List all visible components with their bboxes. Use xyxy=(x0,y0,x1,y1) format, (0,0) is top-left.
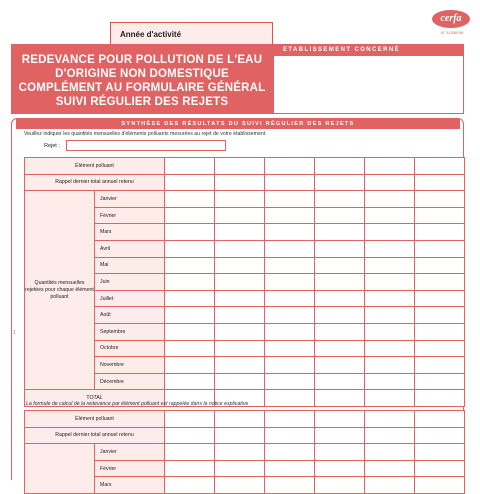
month-label: Mai xyxy=(95,257,165,274)
quantity-cell[interactable] xyxy=(265,357,315,374)
form-title-banner xyxy=(11,44,273,114)
quantity-cell[interactable] xyxy=(265,460,315,477)
element-polluant-label: Élément polluant xyxy=(25,158,165,175)
month-label: Avril xyxy=(95,240,165,257)
quantity-cell[interactable] xyxy=(365,257,415,274)
quantity-cell[interactable] xyxy=(215,240,265,257)
quantity-cell[interactable] xyxy=(415,174,465,191)
quantity-cell[interactable] xyxy=(215,290,265,307)
quantity-cell[interactable] xyxy=(265,191,315,208)
quantity-cell[interactable] xyxy=(265,411,315,428)
quantity-cell[interactable] xyxy=(165,257,215,274)
monthly-quantities-table-2 xyxy=(24,410,465,494)
month-label: Septembre xyxy=(95,323,165,340)
quantity-cell[interactable] xyxy=(365,290,415,307)
quantity-cell[interactable] xyxy=(365,323,415,340)
month-label: Février xyxy=(95,207,165,224)
quantity-cell[interactable] xyxy=(215,174,265,191)
quantity-cell[interactable] xyxy=(265,307,315,324)
quantity-cell[interactable] xyxy=(265,290,315,307)
quantity-cell[interactable] xyxy=(215,158,265,175)
quantity-cell[interactable] xyxy=(215,427,265,444)
quantity-cell[interactable] xyxy=(415,240,465,257)
month-label: Juin xyxy=(95,274,165,291)
quantity-cell[interactable] xyxy=(365,427,415,444)
quantity-cell[interactable] xyxy=(365,240,415,257)
quantity-cell[interactable] xyxy=(315,274,365,291)
table-row xyxy=(25,444,465,461)
month-label: Janvier xyxy=(95,444,165,461)
quantity-cell[interactable] xyxy=(165,290,215,307)
quantity-cell[interactable] xyxy=(415,290,465,307)
quantity-cell[interactable] xyxy=(415,411,465,428)
quantity-cell[interactable] xyxy=(315,290,365,307)
quantity-cell[interactable] xyxy=(165,174,215,191)
quantity-cell[interactable] xyxy=(265,390,315,407)
quantity-cell[interactable] xyxy=(265,323,315,340)
quantity-cell[interactable] xyxy=(415,158,465,175)
quantity-cell[interactable] xyxy=(265,340,315,357)
quantity-cell[interactable] xyxy=(215,357,265,374)
quantity-cell[interactable] xyxy=(165,207,215,224)
quantity-cell[interactable] xyxy=(365,340,415,357)
quantity-cell[interactable] xyxy=(415,460,465,477)
quantity-cell[interactable] xyxy=(215,477,265,494)
quantity-cell[interactable] xyxy=(365,207,415,224)
quantity-cell[interactable] xyxy=(315,158,365,175)
quantity-cell[interactable] xyxy=(215,207,265,224)
annual-recall-label: Rappel dernier total annuel retenu xyxy=(25,427,165,444)
rejet-label: Rejet : xyxy=(44,143,60,149)
quantity-cell[interactable] xyxy=(415,340,465,357)
quantity-cell[interactable] xyxy=(265,373,315,390)
quantity-cell[interactable] xyxy=(365,174,415,191)
quantity-cell[interactable] xyxy=(315,357,365,374)
quantity-cell[interactable] xyxy=(165,357,215,374)
quantity-cell[interactable] xyxy=(365,390,415,407)
quantity-cell[interactable] xyxy=(315,477,365,494)
quantity-cell[interactable] xyxy=(215,257,265,274)
quantity-cell[interactable] xyxy=(415,191,465,208)
monthly-quantities-table xyxy=(24,157,465,407)
establishment-header: ETABLISSEMENT CONCERNÉ xyxy=(273,44,464,56)
section-title: SYNTHÈSE DES RÉSULTATS DU SUIVI RÉGULIER DES REJETS xyxy=(16,119,460,129)
quantity-cell[interactable] xyxy=(315,174,365,191)
quantity-cell[interactable] xyxy=(415,477,465,494)
cerfa-logo: cerfa xyxy=(432,10,470,28)
quantity-cell[interactable] xyxy=(165,158,215,175)
table-row xyxy=(25,158,465,175)
quantity-cell[interactable] xyxy=(315,323,365,340)
quantity-cell[interactable] xyxy=(365,224,415,241)
quantity-cell[interactable] xyxy=(215,444,265,461)
quantity-cell[interactable] xyxy=(415,373,465,390)
quantity-cell[interactable] xyxy=(365,158,415,175)
quantity-cell[interactable] xyxy=(415,207,465,224)
quantity-cell[interactable] xyxy=(265,240,315,257)
quantity-cell[interactable] xyxy=(265,274,315,291)
quantity-cell[interactable] xyxy=(265,174,315,191)
month-label: Février xyxy=(95,460,165,477)
quantity-cell[interactable] xyxy=(215,274,265,291)
quantity-cell[interactable] xyxy=(415,274,465,291)
quantity-cell[interactable] xyxy=(365,411,415,428)
quantity-cell[interactable] xyxy=(165,274,215,291)
quantities-label: Quantités mensuelles rejetées pour chaque élément polluant xyxy=(25,191,95,390)
table-row xyxy=(25,427,465,444)
quantity-cell[interactable] xyxy=(415,427,465,444)
title-line: SUIVI RÉGULIER DES REJETS xyxy=(55,96,229,108)
quantity-cell[interactable] xyxy=(315,257,365,274)
quantity-cell[interactable] xyxy=(415,444,465,461)
title-line: D'ORIGINE NON DOMESTIQUE xyxy=(55,68,229,80)
quantity-cell[interactable] xyxy=(315,340,365,357)
quantity-cell[interactable] xyxy=(415,390,465,407)
quantity-cell[interactable] xyxy=(165,240,215,257)
annual-recall-label: Rappel dernier total annuel retenu xyxy=(25,174,165,191)
month-label: Mars xyxy=(95,477,165,494)
quantity-cell[interactable] xyxy=(415,307,465,324)
quantity-cell[interactable] xyxy=(315,240,365,257)
quantity-cell[interactable] xyxy=(315,444,365,461)
quantity-cell[interactable] xyxy=(265,444,315,461)
quantity-cell[interactable] xyxy=(165,323,215,340)
quantity-cell[interactable] xyxy=(365,477,415,494)
quantity-cell[interactable] xyxy=(165,477,215,494)
title-line: COMPLÉMENT AU FORMULAIRE GÉNÉRAL xyxy=(18,82,266,94)
quantity-cell[interactable] xyxy=(165,427,215,444)
month-label: Novembre xyxy=(95,357,165,374)
quantity-cell[interactable] xyxy=(215,373,265,390)
quantity-cell[interactable] xyxy=(365,373,415,390)
instruction-text: Veuillez indiquer les quantités mensuelles d'éléments polluants mesurées au rejet de votre établissement. xyxy=(24,131,267,137)
quantity-cell[interactable] xyxy=(165,224,215,241)
quantity-cell[interactable] xyxy=(265,427,315,444)
quantity-cell[interactable] xyxy=(415,357,465,374)
quantity-cell[interactable] xyxy=(265,477,315,494)
quantity-cell[interactable] xyxy=(265,207,315,224)
quantity-cell[interactable] xyxy=(365,191,415,208)
table-row xyxy=(25,411,465,428)
month-label: Décembre xyxy=(95,373,165,390)
quantity-cell[interactable] xyxy=(215,224,265,241)
section-number: 1 xyxy=(13,330,16,336)
quantity-cell[interactable] xyxy=(165,307,215,324)
quantity-cell[interactable] xyxy=(365,274,415,291)
quantity-cell[interactable] xyxy=(215,323,265,340)
month-label: Octobre xyxy=(95,340,165,357)
quantity-cell[interactable] xyxy=(415,224,465,241)
quantity-cell[interactable] xyxy=(165,373,215,390)
cerfa-number: N° 11336*08 xyxy=(440,30,464,35)
quantity-cell[interactable] xyxy=(215,191,265,208)
quantity-cell[interactable] xyxy=(365,307,415,324)
calculation-note: La formule de calcul de la redevance par élément polluant est rappelée dans la notice explicative xyxy=(26,401,249,407)
rejet-input[interactable] xyxy=(66,140,226,151)
quantity-cell[interactable] xyxy=(315,224,365,241)
month-label: Mars xyxy=(95,224,165,241)
quantity-cell[interactable] xyxy=(215,307,265,324)
table-row xyxy=(25,174,465,191)
quantities-label xyxy=(25,444,95,494)
table-row xyxy=(25,191,465,208)
quantity-cell[interactable] xyxy=(215,340,265,357)
quantity-cell[interactable] xyxy=(165,191,215,208)
year-of-activity-label: Année d'activité xyxy=(120,30,182,39)
quantity-cell[interactable] xyxy=(315,373,365,390)
quantity-cell[interactable] xyxy=(415,257,465,274)
element-polluant-label: Élément polluant xyxy=(25,411,165,428)
quantity-cell[interactable] xyxy=(265,158,315,175)
quantity-cell[interactable] xyxy=(315,307,365,324)
quantity-cell[interactable] xyxy=(315,427,365,444)
quantity-cell[interactable] xyxy=(165,340,215,357)
quantity-cell[interactable] xyxy=(365,357,415,374)
quantity-cell[interactable] xyxy=(315,411,365,428)
quantity-cell[interactable] xyxy=(315,191,365,208)
quantity-cell[interactable] xyxy=(215,411,265,428)
year-of-activity-field[interactable] xyxy=(110,22,273,44)
quantity-cell[interactable] xyxy=(265,257,315,274)
quantity-cell[interactable] xyxy=(165,460,215,477)
month-label: Août xyxy=(95,307,165,324)
quantity-cell[interactable] xyxy=(415,323,465,340)
quantity-cell[interactable] xyxy=(315,390,365,407)
quantity-cell[interactable] xyxy=(165,444,215,461)
quantity-cell[interactable] xyxy=(365,444,415,461)
quantity-cell[interactable] xyxy=(165,411,215,428)
title-line: REDEVANCE POUR POLLUTION DE L'EAU xyxy=(21,54,263,66)
quantity-cell[interactable] xyxy=(365,460,415,477)
total-label: TOTAL xyxy=(25,390,165,407)
month-label: Janvier xyxy=(95,191,165,208)
quantity-cell[interactable] xyxy=(315,207,365,224)
establishment-field[interactable] xyxy=(273,56,464,114)
quantity-cell[interactable] xyxy=(215,460,265,477)
quantity-cell[interactable] xyxy=(315,460,365,477)
month-label: Juillet xyxy=(95,290,165,307)
quantity-cell[interactable] xyxy=(265,224,315,241)
